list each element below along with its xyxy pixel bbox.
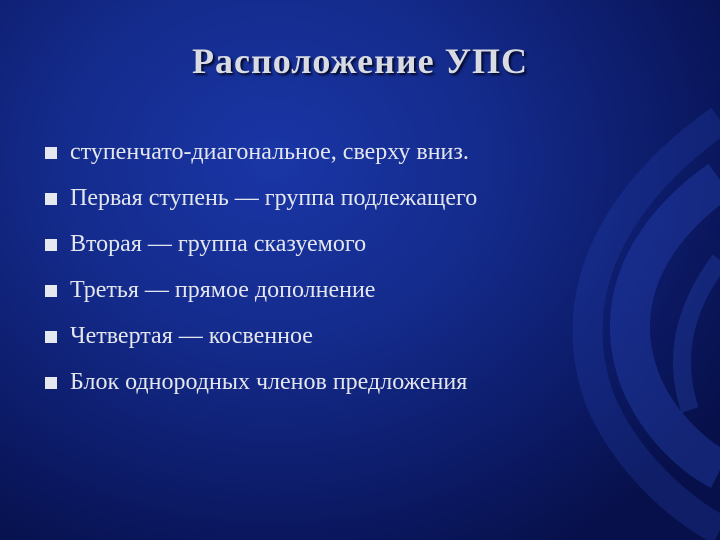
bullet-list bbox=[40, 129, 477, 405]
bullet-text: Четвертая — косвенное bbox=[70, 323, 313, 349]
bullet-item bbox=[40, 221, 477, 267]
bullet-text: Блок однородных членов предложения bbox=[70, 369, 468, 395]
bullet-item bbox=[40, 175, 477, 221]
bullet-text: ступенчато-диагональное, сверху вниз. bbox=[70, 139, 469, 165]
square-bullet-icon bbox=[45, 377, 57, 389]
bullet-item bbox=[40, 359, 477, 405]
square-bullet-icon bbox=[45, 331, 57, 343]
bullet-text: Первая ступень — группа подлежащего bbox=[70, 185, 478, 211]
bullet-item bbox=[40, 267, 477, 313]
square-bullet-icon bbox=[45, 193, 57, 205]
bullet-text: Вторая — группа сказуемого bbox=[70, 231, 367, 257]
slide-title: Расположение УПС bbox=[191, 41, 529, 81]
square-bullet-icon bbox=[45, 147, 57, 159]
square-bullet-icon bbox=[45, 285, 57, 297]
bullet-text: Третья — прямое дополнение bbox=[70, 277, 376, 303]
bullet-item bbox=[40, 313, 477, 359]
square-bullet-icon bbox=[45, 239, 57, 251]
bullet-item bbox=[40, 129, 477, 175]
